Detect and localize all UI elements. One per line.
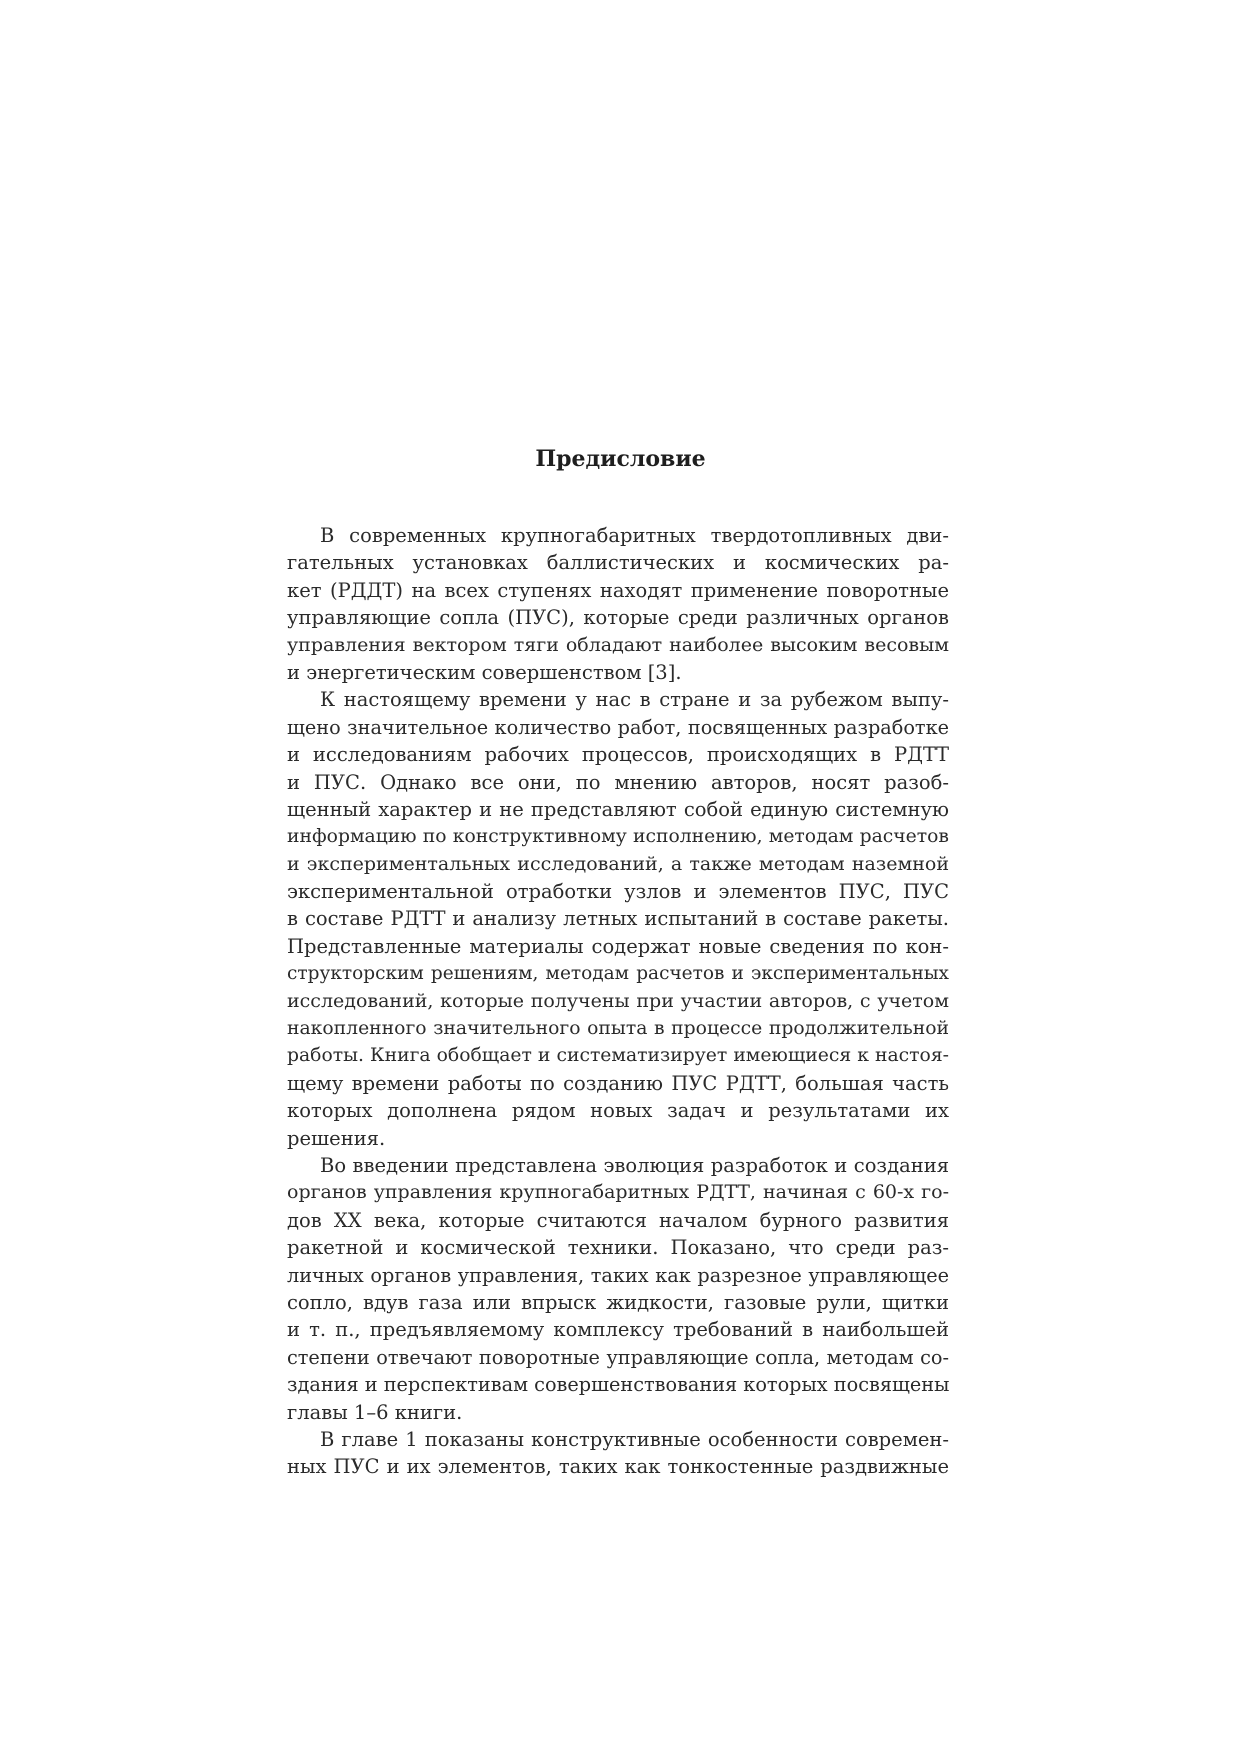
text-line: В главе 1 показаны конструктивные особенности современ- bbox=[320, 1427, 949, 1451]
text-line: дов XX века, которые считаются началом бурного развития bbox=[287, 1208, 949, 1232]
text-line: информацию по конструктивному исполнению, методам расчетов bbox=[287, 826, 949, 848]
text-line: щено значительное количество работ, посвященных разработке bbox=[287, 715, 949, 739]
text-line: которых дополнена рядом новых задач и результатами их bbox=[287, 1099, 949, 1123]
text-line: органов управления крупногабаритных РДТТ, начиная с 60-х го- bbox=[287, 1181, 949, 1204]
text-line: личных органов управления, таких как разрезное управляющее bbox=[287, 1263, 949, 1287]
text-line: К настоящему времени у нас в стране и за рубежом выпу- bbox=[320, 688, 949, 712]
text-line: Представленные материалы содержат новые сведения по кон- bbox=[287, 934, 949, 958]
text-line: накопленного значительного опыта в процессе продолжительной bbox=[287, 1018, 949, 1040]
text-line: исследований, которые получены при участии авторов, с учетом bbox=[287, 989, 949, 1012]
text-line: щенный характер и не представляют собой единую системную bbox=[287, 797, 949, 821]
text-line: и энергетическим совершенством [3]. bbox=[287, 660, 682, 684]
text-line: ных ПУС и их элементов, таких как тонкостенные раздвижные bbox=[287, 1455, 949, 1479]
text-line: и исследованиям рабочих процессов, происходящих в РДТТ bbox=[287, 743, 949, 767]
text-line: сопло, вдув газа или впрыск жидкости, газовые рули, щитки bbox=[287, 1290, 949, 1314]
text-line: управления вектором тяги обладают наиболее высоким весовым bbox=[287, 633, 949, 656]
text-line: работы. Книга обобщает и систематизирует имеющиеся к настоя- bbox=[287, 1045, 949, 1067]
text-line: и экспериментальных исследований, а также методам наземной bbox=[287, 852, 949, 875]
text-line: решения. bbox=[287, 1126, 386, 1150]
text-line: степени отвечают поворотные управляющие сопла, методам со- bbox=[287, 1345, 949, 1369]
text-line: кет (РДДТ) на всех ступенях находят применение поворотные bbox=[287, 578, 949, 602]
text-line: управляющие сопла (ПУС), которые среди различных органов bbox=[287, 606, 949, 630]
text-line: здания и перспективам совершенствования которых посвящены bbox=[287, 1373, 949, 1397]
text-line: и т. п., предъявляемому комплексу требований в наибольшей bbox=[287, 1318, 949, 1342]
text-line: структорским решениям, методам расчетов и экспериментальных bbox=[287, 963, 949, 985]
text-line: гательных установках баллистических и космических ра- bbox=[287, 551, 949, 575]
text-line: В современных крупногабаритных твердотопливных дви- bbox=[320, 524, 949, 547]
text-line: ракетной и космической техники. Показано, что среди раз- bbox=[287, 1236, 949, 1260]
text-line: и ПУС. Однако все они, по мнению авторов, носят разоб- bbox=[287, 770, 949, 794]
page-title: Предисловие bbox=[535, 446, 706, 472]
text-line: экспериментальной отработки узлов и элементов ПУС, ПУС bbox=[287, 880, 949, 904]
body-text bbox=[287, 522, 949, 1481]
text-line: щему времени работы по созданию ПУС РДТТ, большая часть bbox=[287, 1071, 949, 1095]
text-line: в составе РДТТ и анализу летных испытаний в составе ракеты. bbox=[287, 907, 949, 931]
text-line: Во введении представлена эволюция разработок и создания bbox=[320, 1153, 949, 1177]
text-line: главы 1–6 книги. bbox=[287, 1400, 463, 1424]
